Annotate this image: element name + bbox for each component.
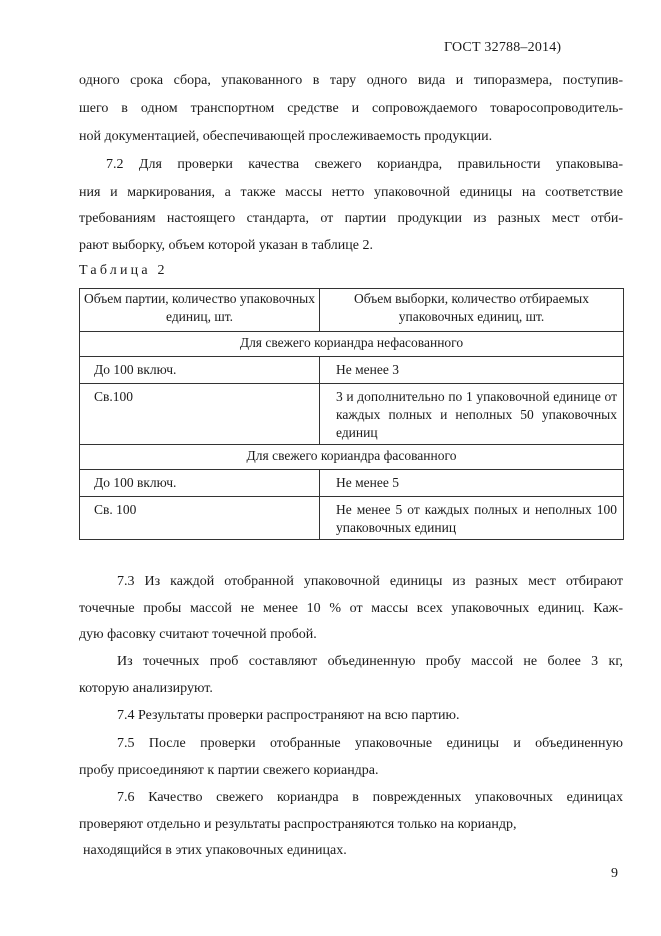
table-row — [80, 497, 624, 540]
table-row — [80, 384, 624, 445]
p76-line-2: проверяют отдельно и результаты распространяются только на кориандр, — [79, 817, 517, 832]
p75-line-1: 7.5 После проверки отобранные упаковочные единицы и объединенную — [117, 736, 623, 751]
cell-lot: Св. 100 — [80, 497, 320, 540]
cell-sample: Не менее 3 — [320, 357, 624, 384]
page-number: 9 — [611, 866, 618, 881]
section-row-unpacked — [80, 332, 624, 357]
p72-line-3: требованиям настоящего стандарта, от партии продукции из разных мест отби- — [79, 211, 623, 226]
cell-sample: Не менее 5 от каждых полных и неполных 100 упаковочных единиц — [320, 497, 624, 540]
cell-lot: Св.100 — [80, 384, 320, 445]
cell-sample: Не менее 5 — [320, 470, 624, 497]
p75-line-2: пробу присоединяют к партии свежего кориандра. — [79, 763, 379, 778]
document-code: ГОСТ 32788–2014) — [444, 40, 562, 55]
header-sample-size: Объем выборки, количество отбираемых упаковочных единиц, шт. — [320, 289, 624, 332]
cell-lot: До 100 включ. — [80, 470, 320, 497]
p72-line-1: 7.2 Для проверки качества свежего кориандра, правильности упаковыва- — [106, 157, 623, 172]
cell-sample: 3 и дополнительно по 1 упаковочной единице от каждых полных и неполных 50 упаковочных единиц — [320, 384, 624, 445]
p74-line: 7.4 Результаты проверки распространяют на всю партию. — [117, 708, 460, 723]
p73b-line-1: Из точечных проб составляют объединенную пробу массой не более 3 кг, — [117, 654, 623, 669]
p73-line-3: дую фасовку считают точечной пробой. — [79, 627, 317, 642]
p76-line-1: 7.6 Качество свежего кориандра в поврежденных упаковочных единицах — [117, 790, 623, 805]
table-row — [80, 470, 624, 497]
p76-line-3: находящийся в этих упаковочных единицах. — [83, 843, 347, 858]
p72-line-2: ния и маркирования, а также массы нетто упаковочной единицы на соответствие — [79, 185, 623, 200]
section-packed: Для свежего кориандра фасованного — [80, 445, 624, 470]
intro-line-2: шего в одном транспортном средстве и сопровождаемого товаросопроводитель- — [79, 101, 623, 116]
table-header-row — [80, 289, 624, 332]
intro-line-1: одного срока сбора, упакованного в тару одного вида и типоразмера, поступив- — [79, 73, 623, 88]
header-lot-size: Объем партии, количество упаковочных единиц, шт. — [80, 289, 320, 332]
cell-lot: До 100 включ. — [80, 357, 320, 384]
p73-line-2: точечные пробы массой не менее 10 % от массы всех упаковочных единиц. Каж- — [79, 601, 623, 616]
p73b-line-2: которую анализируют. — [79, 681, 213, 696]
sample-size-table — [79, 288, 624, 540]
p72-line-4: рают выборку, объем которой указан в таблице 2. — [79, 238, 373, 253]
intro-line-3: ной документацией, обеспечивающей прослеживаемость продукции. — [79, 129, 493, 144]
table-caption: Таблица 2 — [79, 263, 168, 278]
p73-line-1: 7.3 Из каждой отобранной упаковочной единицы из разных мест отбирают — [117, 574, 623, 589]
section-row-packed — [80, 445, 624, 470]
table-row — [80, 357, 624, 384]
section-unpacked: Для свежего кориандра нефасованного — [80, 332, 624, 357]
